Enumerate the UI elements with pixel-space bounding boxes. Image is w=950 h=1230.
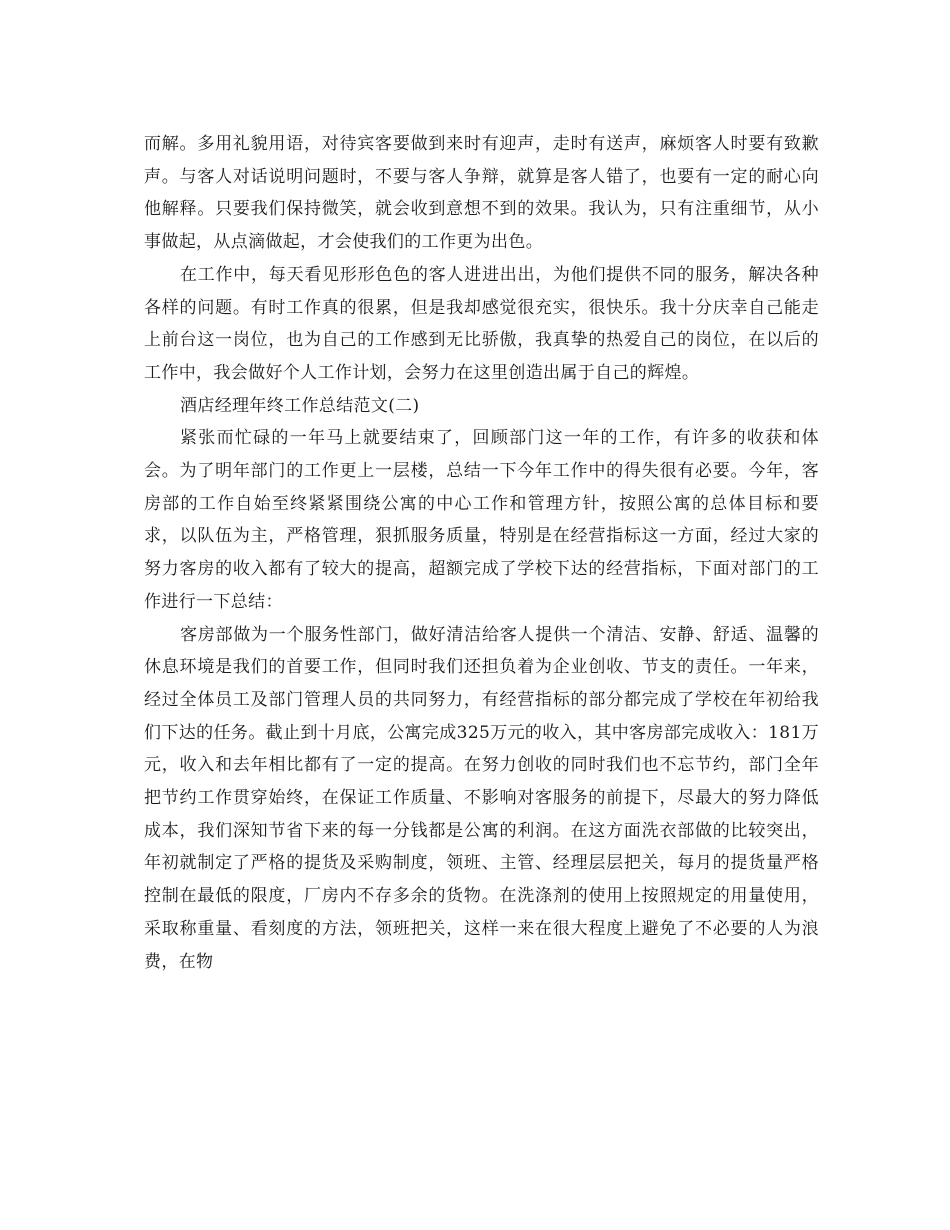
document-body [144, 128, 819, 978]
paragraph-continuation: 而解。多用礼貌用语，对待宾客要做到来时有迎声，走时有送声，麻烦客人时要有致歉声。与客人对话说明问题时，不要与客人争辩，就算是客人错了，也要有一定的耐心向他解释。只要我们保持微笑，就会收到意想不到的效果。我认为，只有注重细节，从小事做起，从点滴做起，才会使我们的工作更为出色。 [144, 134, 819, 253]
paragraph-front-desk-work: 在工作中，每天看见形形色色的客人进进出出，为他们提供不同的服务，解决各种各样的问题。有时工作真的很累，但是我却感觉很充实，很快乐。我十分庆幸自己能走上前台这一岗位，也为自己的工作感到无比骄傲，我真挚的热爱自己的岗位，在以后的工作中，我会做好个人工作计划，会努力在这里创造出属于自己的辉煌。 [144, 264, 819, 383]
section-heading: 酒店经理年终工作总结范文(二) [180, 395, 420, 416]
paragraph-housekeeping: 客房部做为一个服务性部门，做好清洁给客人提供一个清洁、安静、舒适、温馨的休息环境是我们的首要工作，但同时我们还担负着为企业创收、节支的责任。一年来，经过全体员工及部门管理人员的共同努力，有经营指标的部分都完成了学校在年初给我们下达的任务。截止到十月底，公寓完成325万元的收入，其中客房部完成收入：181万元，收入和去年相比都有了一定的提高。在努力创收的同时我们也不忘节约，部门全年把节约工作贯穿始终，在保证工作质量、不影响对客服务的前提下，尽最大的努力降低成本，我们深知节省下来的每一分钱都是公寓的利润。在这方面洗衣部做的比较突出，年初就制定了严格的提货及采购制度，领班、主管、经理层层把关，每月的提货量严格控制在最低的限度，厂房内不存多余的货物。在洗涤剂的使用上按照规定的用量使用，采取称重量、看刻度的方法，领班把关，这样一来在很大程度上避免了不必要的人为浪费，在物 [144, 624, 819, 972]
paragraph-year-review: 紧张而忙碌的一年马上就要结束了，回顾部门这一年的工作，有许多的收获和体会。为了明年部门的工作更上一层楼，总结一下今年工作中的得失很有必要。今年，客房部的工作自始至终紧紧围绕公寓的中心工作和管理方针，按照公寓的总体目标和要求，以队伍为主，严格管理，狠抓服务质量，特别是在经营指标这一方面，经过大家的努力客房的收入都有了较大的提高，超额完成了学校下达的经营指标，下面对部门的工作进行一下总结： [144, 428, 819, 612]
